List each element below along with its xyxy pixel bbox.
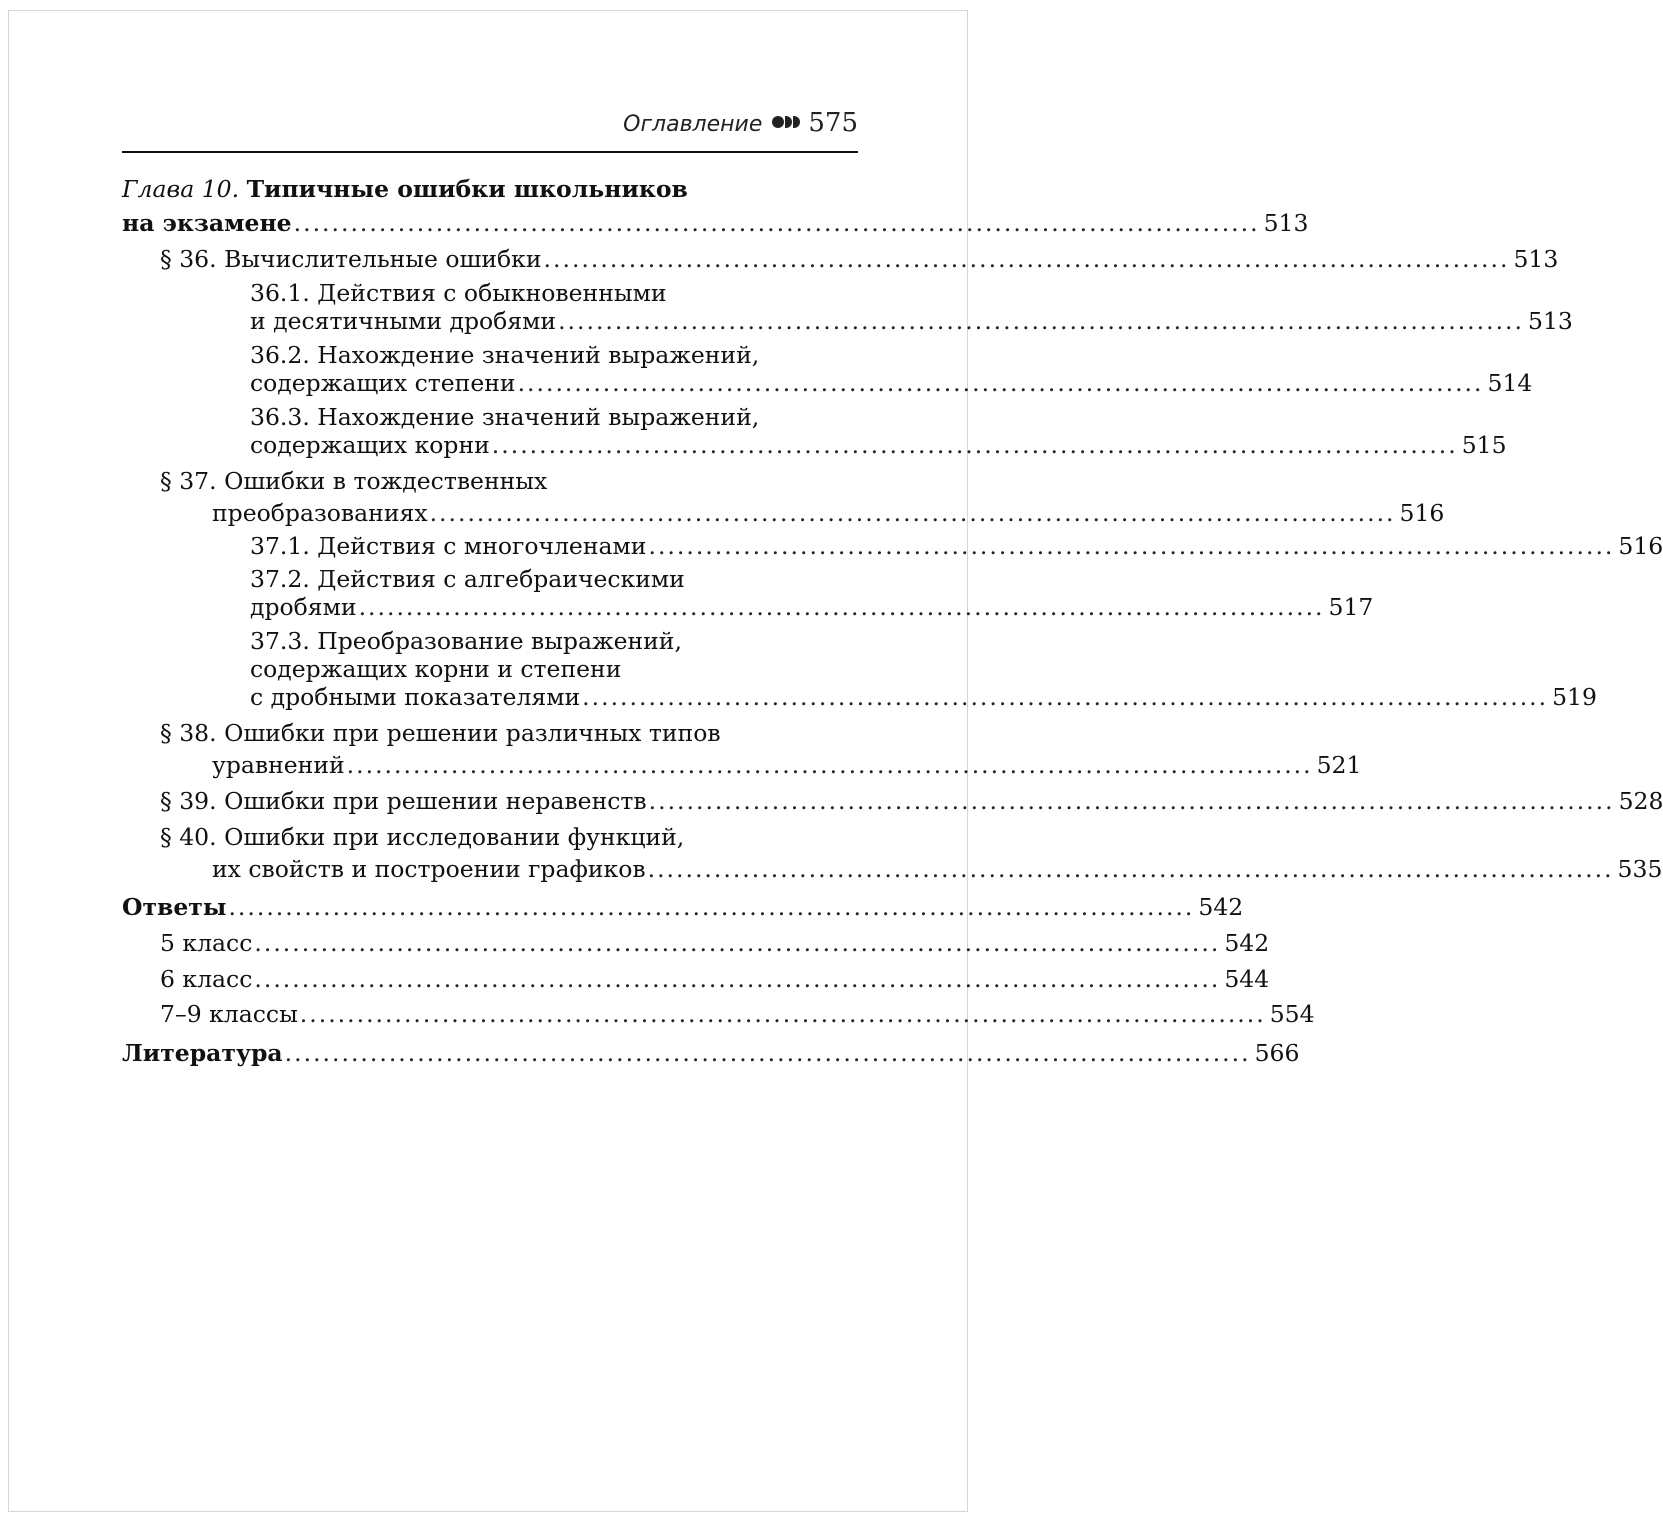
toc-entry-s36-3[interactable] [250, 428, 1507, 462]
dot-leader: ...................................................................................................... [254, 965, 1221, 993]
entry-title-cont: уравнений [212, 751, 345, 779]
entry-title: 36.2. Нахождение значений выражений, [250, 341, 760, 369]
dot-leader: ...................................................................................................... [358, 593, 1325, 621]
toc-entry-literature[interactable] [122, 1036, 1300, 1070]
entry-title: § 40. Ошибки при исследовании функций, [160, 823, 685, 851]
dot-leader: ...................................................................................................... [517, 369, 1484, 397]
page-ref: 516 [1399, 499, 1445, 527]
dot-leader: ...................................................................................................... [254, 929, 1221, 957]
toc-entry-answers[interactable] [122, 890, 1244, 924]
entry-title: Литература [122, 1039, 283, 1067]
dot-leader: ...................................................................................................... [558, 307, 1524, 335]
dot-leader: ...................................................................................................... [299, 1000, 1266, 1028]
chapter-title-cont: на экзамене [122, 209, 292, 237]
page-ref: 513 [1263, 209, 1309, 237]
toc-entry-s37[interactable] [212, 496, 1445, 530]
entry-title: § 36. Вычислительные ошибки [160, 245, 542, 273]
toc-entry-s36[interactable] [160, 242, 1559, 276]
page-ref: 521 [1316, 751, 1362, 779]
toc-entry-s38[interactable] [212, 748, 1362, 782]
entry-title: 37.2. Действия с алгебраическими [250, 565, 685, 593]
running-head-title: Оглавление [623, 112, 763, 137]
dot-leader: ...................................................................................................... [648, 787, 1615, 815]
page-ref: 516 [1618, 532, 1663, 560]
chapter-title: Типичные ошибки школьников [246, 175, 688, 203]
page-ref: 542 [1224, 929, 1270, 957]
dot-leader: ...................................................................................................... [648, 532, 1615, 560]
toc-chapter-title-line[interactable] [122, 172, 858, 206]
page-ref: 515 [1461, 431, 1507, 459]
page-ref: 535 [1617, 855, 1663, 883]
page-ref: 519 [1552, 683, 1597, 711]
page-ref: 542 [1198, 893, 1244, 921]
toc-entry-s40[interactable] [212, 852, 1663, 886]
entry-title: 37.1. Действия с многочленами [250, 532, 647, 560]
page-number: 575 [808, 108, 858, 138]
toc-entry-s37-1[interactable] [250, 529, 1663, 563]
dot-leader: ...................................................................................................... [582, 683, 1549, 711]
entry-title: 6 класс [160, 965, 253, 993]
entry-title-cont: с дробными показателями [250, 683, 581, 711]
page-ref: 514 [1487, 369, 1533, 397]
toc-entry-s40-line1[interactable] [160, 820, 858, 854]
toc-entry-s39[interactable] [160, 784, 1663, 818]
entry-title-cont: и десятичными дробями [250, 307, 557, 335]
dot-leader: ...................................................................................................... [543, 245, 1510, 273]
dot-leader: ...................................................................................................... [284, 1039, 1251, 1067]
toc-entry-grade7-9[interactable] [160, 997, 1315, 1031]
page-ref: 513 [1513, 245, 1559, 273]
entry-title: § 38. Ошибки при решении различных типов [160, 719, 721, 747]
entry-title: § 37. Ошибки в тождественных [160, 467, 548, 495]
dot-leader: ...................................................................................................... [491, 431, 1458, 459]
page-ref: 544 [1224, 965, 1270, 993]
page-ref: 528 [1618, 787, 1663, 815]
entry-title-cont: их свойств и построении графиков [212, 855, 646, 883]
entry-title-cont: содержащих степени [250, 369, 516, 397]
chapter-prefix: Глава 10. [122, 175, 240, 203]
toc-entry-s37-2[interactable] [250, 590, 1374, 624]
toc-entry-s36-2[interactable] [250, 366, 1533, 400]
entry-title-cont: содержащих корни и степени [250, 655, 622, 683]
page-ref: 517 [1328, 593, 1374, 621]
page-ref: 566 [1254, 1039, 1300, 1067]
page-ref: 554 [1269, 1000, 1315, 1028]
dot-leader: ...................................................................................................... [228, 893, 1195, 921]
entry-title: 37.3. Преобразование выражений, [250, 627, 682, 655]
dot-leader: ...................................................................................................... [293, 209, 1260, 237]
entry-title-cont: дробями [250, 593, 357, 621]
entry-title: 36.3. Нахождение значений выражений, [250, 403, 760, 431]
toc-entry-s37-line1[interactable] [160, 464, 858, 498]
toc-entry-grade6[interactable] [160, 962, 1270, 996]
entry-title: 36.1. Действия с обыкновенными [250, 279, 667, 307]
running-head [122, 108, 858, 148]
entry-title: 7–9 классы [160, 1000, 298, 1028]
toc-entry-s36-1[interactable] [250, 304, 1573, 338]
toc-entry-s38-line1[interactable] [160, 716, 858, 750]
dot-leader: ...................................................................................................... [346, 751, 1313, 779]
dot-leader: ...................................................................................................... [429, 499, 1396, 527]
entry-title-cont: преобразованиях [212, 499, 428, 527]
entry-title: § 39. Ошибки при решении неравенств [160, 787, 647, 815]
entry-title: 5 класс [160, 929, 253, 957]
toc-entry-grade5[interactable] [160, 926, 1270, 960]
bullet-ornament-icon [772, 116, 800, 128]
page-ref: 513 [1528, 307, 1573, 335]
entry-title: Ответы [122, 893, 227, 921]
header-rule [122, 151, 858, 153]
entry-title-cont: содержащих корни [250, 431, 490, 459]
dot-leader: ...................................................................................................... [647, 855, 1614, 883]
toc-entry-s37-3[interactable] [250, 680, 1597, 714]
toc-chapter-entry[interactable] [122, 206, 1309, 240]
